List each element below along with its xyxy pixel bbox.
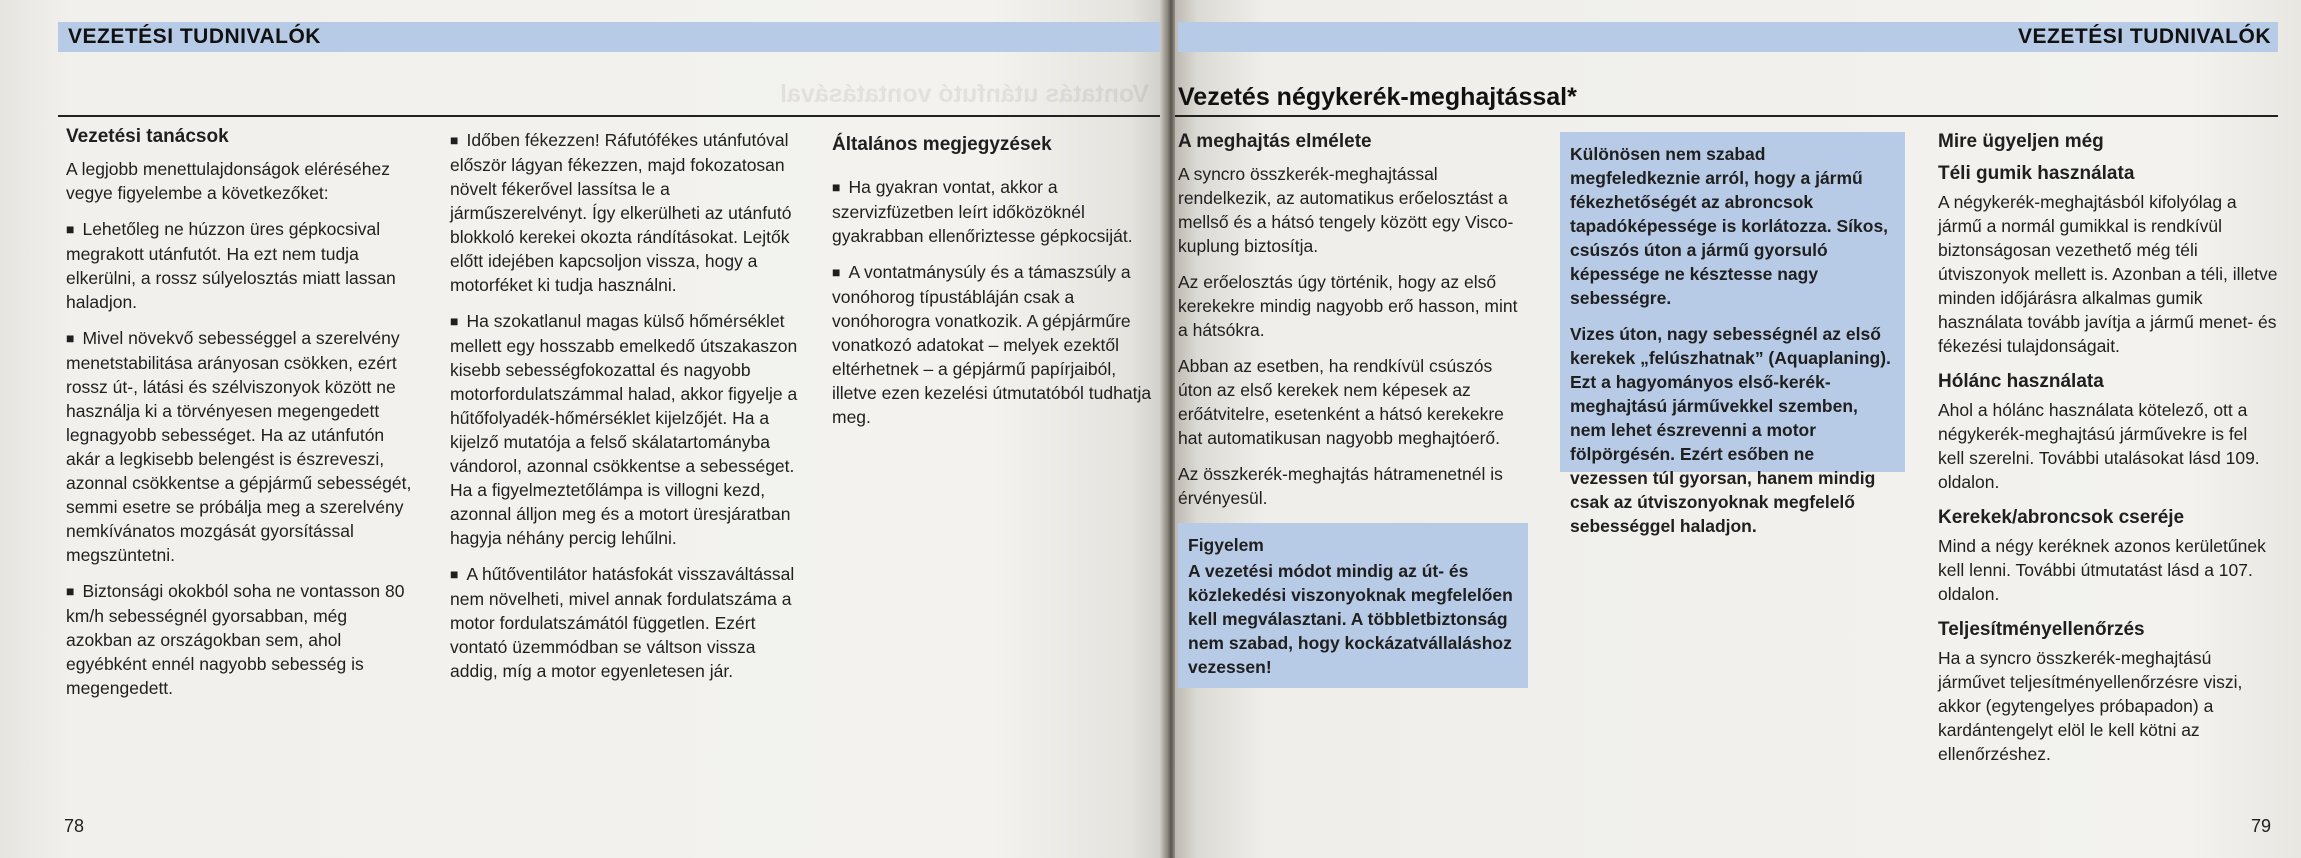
paragraph: A négykerék-meghajtásból kifolyólag a jármű a normál gumikkal is rendkívül biztonságosan vezethető még téli útviszonyok mellett is. Azonban a téli, illetve minden időjárásra alkalmas gumik használata tovább javítja a jármű menet- és fékezési tulajdonságait. [1938,192,2278,356]
bullet-item: ■ A vontatmánysúly és a támaszsúly a vonóhorog típustábláján csak a vonóhorogra vonatkozik. A gépjárműre vonatkozó adatokat – melyek ezektől eltérhetnek – a gépjármű papírjaiból, illetve ezen kezelési útmutatóból tudhatja meg. [832,260,1162,429]
column-3 [1938,130,2278,778]
paragraph: Az összkerék-meghajtás hátramenetnél is érvényesül. [1178,464,1503,508]
column-2 [450,128,802,695]
header-title: VEZETÉSI TUDNIVALÓK [68,25,321,48]
header-rule [58,115,1166,117]
column-1 [1178,130,1528,522]
warning-title: Figyelem [1188,535,1264,555]
bullet-item: ■ A hűtőventilátor hatásfokát visszaváltással nem növelheti, mivel annak fordulatszáma a motor fordulatszámától független. Ezért vontató üzemmódban se váltson vissza addig, míg a motor egyenletesen jár. [450,562,802,683]
paragraph: Ahol a hólánc használata kötelező, ott a négykerék-meghajtású járművekre is fel kell szerelni. További utalásokat lásd 109. oldalon. [1938,400,2260,492]
notice-content [1570,142,1895,550]
warning-content [1188,533,1520,679]
section-heading: Mire ügyeljen még [1938,131,2104,152]
bullet-item: ■ Lehetőleg ne húzzon üres gépkocsival megrakott utánfutót. Ha ezt nem tudja elkerülni, a rossz súlyelosztás miatt lassan haladjon. [66,217,418,314]
paragraph: Ha a syncro összkerék-meghajtású járművet teljesítményellenőrzésre viszi, akkor (egytengelyes próbapadon) a kardántengelyt elöl le kell kötni az ellenőrzéshez. [1938,648,2243,764]
paragraph: A legjobb menettulajdonságok eléréséhez vegye figyelembe a következőket: [66,159,390,203]
chapter-title: Vezetés négykerék-meghajtással* [1178,83,1577,111]
bullet-item: ■ Ha szokatlanul magas külső hőmérséklet mellett egy hosszabb emelkedő útszakaszon kisebb sebességfokozattal és nagyobb motorfordulatszámmal halad, akkor figyelje a hűtőfolyadék-hőmérséklet kijelzőjét. Ha a kijelző mutatója a felső skálatartományba vándorol, azonnal csökkentse a sebességet. Ha a figyelmeztetőlámpa is villogni kezd, azonnal álljon meg és a motort üresjáratban hagyja néhány percig lehűlni. [450,309,802,550]
subsection-title: Kerekek/abroncsok cseréje [1938,507,2185,528]
warning-text: A vezetési módot mindig az út- és közlekedési viszonyoknak megfelelően kell megválasztani. A többletbiztonság nem szabad, hogy kockázatvállaláshoz vezessen! [1188,561,1513,677]
paragraph: Abban az esetben, ha rendkívül csúszós úton az első kerekek nem képesek az erőátvitelre, esetenként a hátsó kerekekre hat automatikusan nagyobb meghajtóerő. [1178,356,1504,448]
section-heading: A meghajtás elmélete [1178,131,1372,152]
paragraph: Az erőelosztás úgy történik, hogy az első kerekekre mindig nagyobb erő hasson, mint a hátsókra. [1178,272,1518,340]
section-heading: Vezetési tanácsok [66,126,229,147]
subsection-title: Hólánc használata [1938,371,2104,392]
column-1 [66,125,418,712]
bullet-item: ■ Mivel növekvő sebességgel a szerelvény menetstabilitása arányosan csökken, ezért rossz út-, látási és szélviszonyok között ne használja ki a törvényesen megengedett legnagyobb sebességet. Ha az utánfutón akár a legkisebb belengést is észreveszi, azonnal csökkentse a gépjármű sebességét, semmi esetre se próbálja meg a szerelvény nemkívánatos mozgását gyorsítással megszüntetni. [66,326,418,567]
page-number: 78 [64,816,85,836]
paragraph: Mind a négy keréknek azonos kerületűnek kell lenni. További útmutatást lásd a 107. oldalon. [1938,536,2266,604]
notice-paragraph: Különösen nem szabad megfeledkeznie arról, hogy a jármű fékezhetőségét az abroncsok tapadóképessége is korlátozza. Síkos, csúszós úton a jármű gyorsuló képessége ne késztesse nagy sebességre. [1570,144,1889,308]
header-rule [1175,115,2278,117]
subsection-title: Téli gumik használata [1938,163,2135,184]
bullet-item: ■ Ha gyakran vontat, akkor a szervizfüzetben leírt időközöknél gyakrabban ellenőriztesse gépkocsiját. [832,175,1162,248]
paragraph: A syncro összkerék-meghajtással rendelkezik, az automatikus erőelosztást a mellső és a hátsó tengely között egy Visco-kuplung biztosítja. [1178,164,1514,256]
section-heading: Általános megjegyzések [832,134,1052,155]
bullet-item: ■ Időben fékezzen! Ráfutófékes utánfutóval először lágyan fékezzen, majd fokozatosan növelt fékerővel lassítsa le a járműszerelvényt. Így elkerülheti az utánfutó blokkoló kerekei okozta rándításokat. Lejtők előtt idejében kapcsoljon vissza, hogy a motorféket ki tudja használni. [450,128,802,297]
header-title: VEZETÉSI TUDNIVALÓK [2018,25,2271,48]
right-page [1175,0,2301,858]
notice-paragraph: Vizes úton, nagy sebességnél az első kerekek „felúszhatnak” (Aquaplaning). Ezt a hagyományos első-kerék-meghajtású járművekkel szemben, nem lehet észrevenni a motor fölpörgésén. Ezért esőben ne vezessen túl gyorsan, hanem mindig csak az útviszonyoknak megfelelő sebességgel haladjon. [1570,324,1891,536]
subsection-title: Teljesítményellenőrzés [1938,619,2145,640]
bullet-item: ■ Biztonsági okokból soha ne vontasson 80 km/h sebességnél gyorsabban, még azokban az országokban sem, ahol egyébként ennél nagyobb sebesség is megengedett. [66,579,418,700]
show-through-text: Vontatás utánfutó vontatásával [780,80,1150,108]
column-3 [832,133,1162,441]
page-number: 79 [2250,816,2271,836]
